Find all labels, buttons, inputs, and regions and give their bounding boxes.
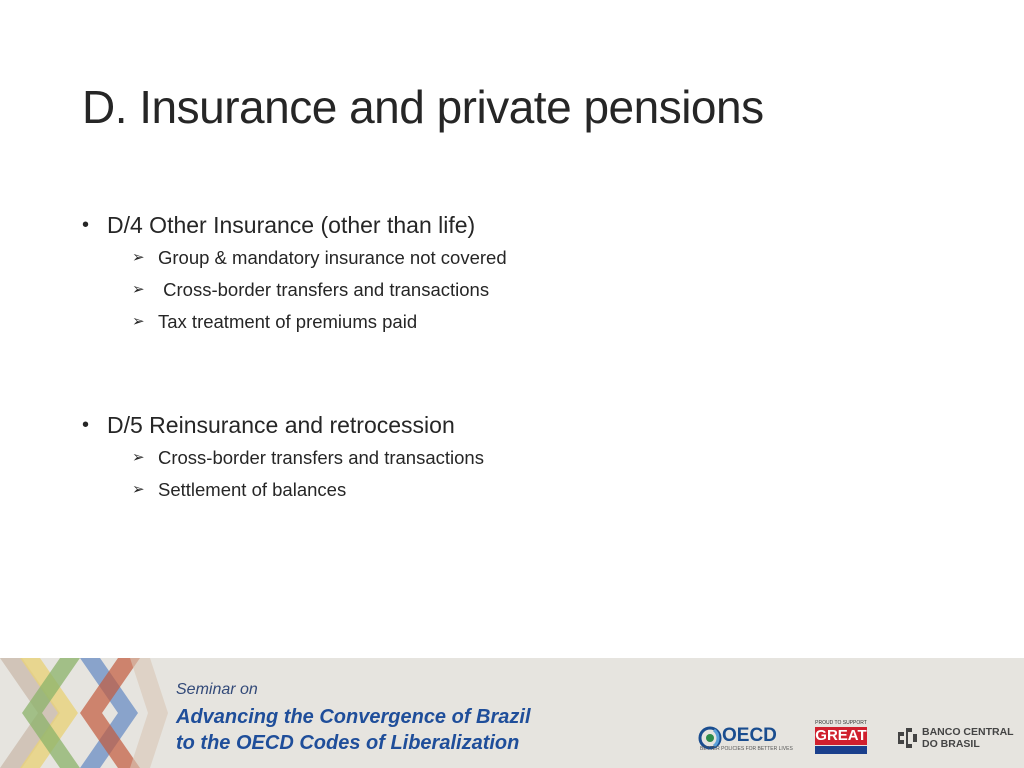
great-tagline: PROUD TO SUPPORT [815,720,867,726]
great-logo-text: GREAT [815,727,867,744]
sub-item-text: Tax treatment of premiums paid [158,311,418,332]
bullet-dot-icon: • [82,214,90,236]
arrow-bullet-icon: ➢ [132,449,145,466]
seminar-title [176,704,531,756]
arrow-bullet-icon: ➢ [132,281,145,298]
section-d4 [82,208,962,338]
sub-item-text: Cross-border transfers and transactions [158,447,484,468]
seminar-label: Seminar on [176,681,258,698]
bullet-text: D/4 Other Insurance (other than life) [107,212,476,238]
bullet-item [82,408,962,442]
slide-title: D. Insurance and private pensions [82,81,764,133]
bullet-dot-icon: • [82,414,90,436]
arrow-bullet-icon: ➢ [132,313,145,330]
decorative-pattern-icon [0,658,170,768]
oecd-tagline: BETTER POLICIES FOR BETTER LIVES [700,746,793,752]
section-d5 [82,408,962,506]
bullet-list [82,208,962,506]
seminar-title-line: to the OECD Codes of Liberalization [176,732,520,754]
banco-central-logo-icon [896,726,918,750]
bcb-line: DO BRASIL [922,738,980,750]
bullet-item [82,208,962,242]
banco-central-logo-text [922,726,1014,750]
sub-item [82,306,962,338]
oecd-logo-text: OECD [722,725,777,746]
sub-item-text: Group & mandatory insurance not covered [158,247,507,268]
union-flag-icon [815,746,867,754]
arrow-bullet-icon: ➢ [132,481,145,498]
sub-item [82,274,962,306]
sub-item-text: Settlement of balances [158,479,347,500]
sub-item [82,442,962,474]
sub-item [82,474,962,506]
arrow-bullet-icon: ➢ [132,249,145,266]
sub-item [82,242,962,274]
sub-item-text: Cross-border transfers and transactions [158,279,490,300]
seminar-title-line: Advancing the Convergence of Brazil [176,706,531,728]
great-logo [815,720,867,758]
bcb-line: BANCO CENTRAL [922,726,1014,738]
bullet-text: D/5 Reinsurance and retrocession [107,412,455,438]
